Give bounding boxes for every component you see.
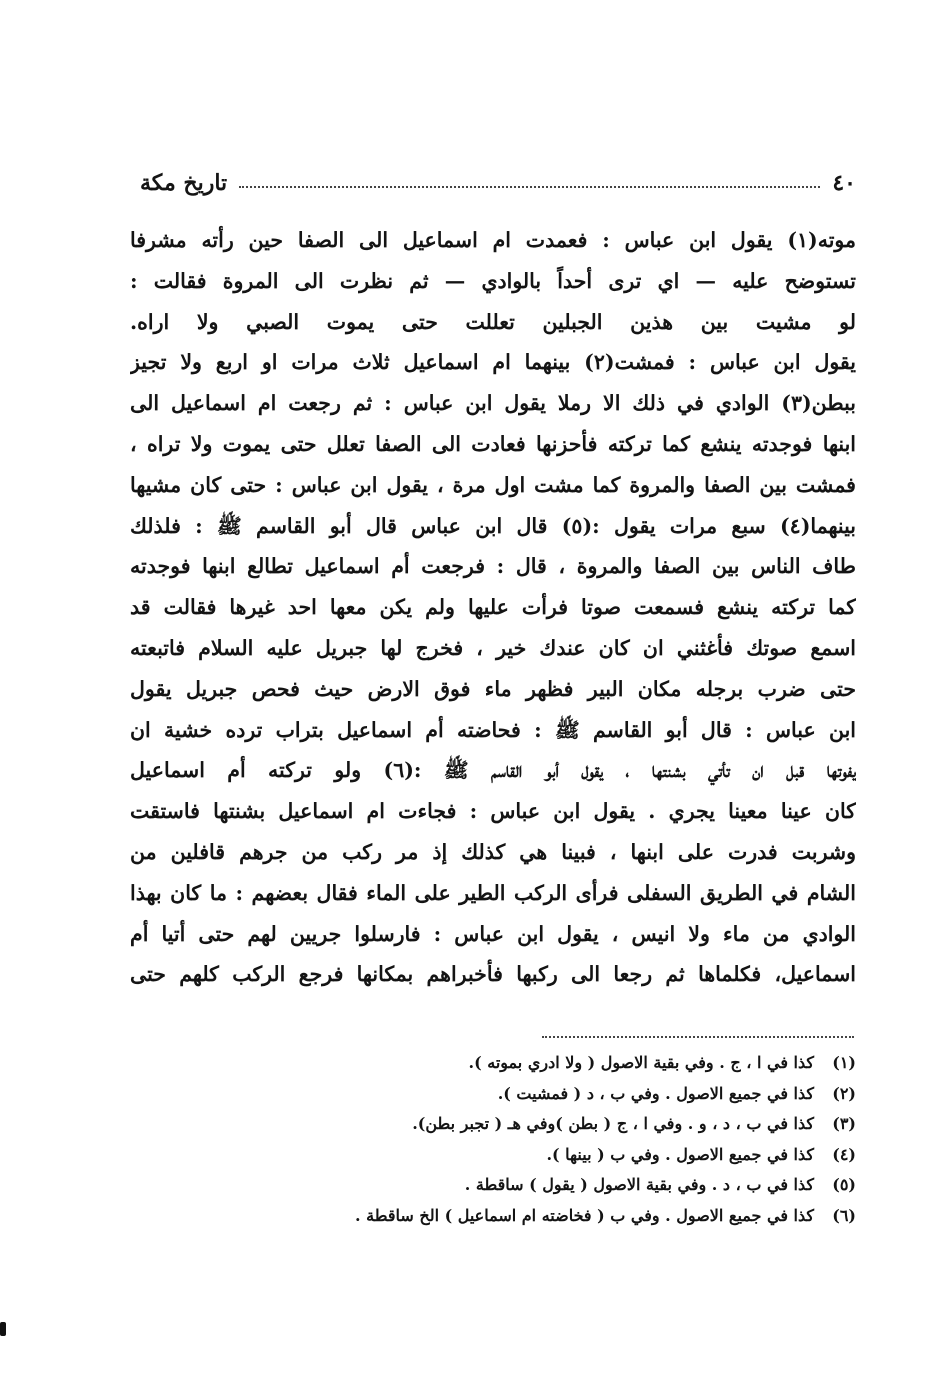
text-line: اسمع صوتك فأغثني ان كان عندك خير ، فخرج لها جبريل عليه السلام فاتبعته: [130, 635, 856, 660]
text-line: تستوضح عليه — اي ترى أحداً بالوادي — ثم نظرت الى المروة فقالت :: [130, 268, 856, 293]
footnote-number: (٥): [832, 1175, 856, 1194]
text-line: يقول ابن عباس : فمشت(٢) بينهما ام اسماعيل ثلاث مرات او اربع ولا تجيز: [130, 350, 856, 375]
footnote-item: [216, 1170, 856, 1201]
text-line: كما تركته ينشع فسمعت صوتا فرأت عليها ولم يكن معها احد غيرها فقالت قد: [130, 595, 856, 620]
page-header: [140, 168, 856, 198]
text-line: اسماعيل، فكلماها ثم رجعا الى ركبها فأخبراهم بمكانها فرجع الركب كلهم حتى: [130, 962, 856, 987]
footnote-item: [216, 1109, 856, 1140]
running-title: تاريخ مكة: [140, 170, 228, 196]
footnote-separator: [542, 1036, 854, 1038]
main-text: [130, 220, 856, 995]
text-line: يفوتها قبل ان تأتي بشنتها ، يقول أبو القاسم ﷺ :(٦) ولو تركته أم اسماعيل: [130, 758, 856, 783]
footnote-item: [216, 1048, 856, 1079]
header-dotted-rule: [239, 186, 820, 188]
footnote-number: (٤): [832, 1144, 856, 1164]
text-line: ابن عباس : قال أبو القاسم ﷺ : فحاضته أم اسماعيل بتراب ترده خشية ان: [130, 717, 856, 742]
text-line: ابنها فوجدته ينشع كما تركته فأحزنها فعادت الى الصفا تعلل حتى يموت ولا تراه ،: [130, 431, 856, 456]
footnote-item: [216, 1201, 856, 1232]
footnote-item: [216, 1079, 856, 1110]
text-line: الشام في الطريق السفلى فرأى الركب الطير على الماء فقال بعضهم : ما كان بهذا: [130, 880, 856, 905]
text-line: كان عينا معينا يجري . يقول ابن عباس : فجاءت ام اسماعيل بشنتها فاستقت: [130, 799, 856, 824]
page-number: ٤٠: [832, 170, 856, 196]
scan-edge-mark: [0, 1322, 6, 1336]
footnote-text: كذا في جميع الاصول . وفي ب ، د ( فمشيت ).: [497, 1083, 814, 1103]
footnote-item: [216, 1140, 856, 1171]
footnote-number: (٢): [832, 1083, 856, 1103]
footnote-text: كذا في ب ، د ، و . وفي ا ، ج ( بطن )وفي هـ ( تجبر بطن).: [412, 1114, 814, 1133]
footnote-text: كذا في جميع الاصول . وفي ب ( بينها ).: [546, 1144, 814, 1164]
text-line: بينهما(٤) سبع مرات يقول :(٥) قال ابن عباس قال أبو القاسم ﷺ : فلذلك: [130, 513, 856, 538]
footnote-number: (١): [832, 1053, 856, 1072]
text-line: موته(١) يقول ابن عباس : فعمدت ام اسماعيل الى الصفا حين رأته مشرفا: [130, 228, 856, 252]
text-line: طاف الناس بين الصفا والمروة ، قال : فرجعت أم اسماعيل تطالع ابنها فوجدته: [130, 554, 856, 579]
text-line: حتى ضرب برجله مكان البير فظهر ماء فوق الارض حيث فحص جبريل يقول: [130, 676, 856, 701]
text-line: الوادي من ماء ولا انيس ، يقول ابن عباس : فارسلوا جريين لهم حتى أتيا أم: [130, 921, 856, 946]
text-line: لو مشيت بين هذين الجبلين تعللت حتى يموت الصبي ولا اراه.: [130, 309, 856, 334]
text-line: فمشت بين الصفا والمروة كما مشت اول مرة ، يقول ابن عباس : حتى كان مشيها: [130, 472, 856, 497]
footnote-number: (٦): [832, 1205, 856, 1225]
footnotes: [216, 1048, 856, 1231]
footnote-number: (٣): [832, 1114, 856, 1133]
footnote-text: كذا في ا ، ج . وفي بقية الاصول ( ولا ادري بموته ).: [468, 1053, 814, 1072]
footnote-text: كذا في ب ، د . وفي بقية الاصول ( يقول ) ساقطة .: [464, 1175, 814, 1194]
footnote-text: كذا في جميع الاصول . وفي ب ( فخاضته ام اسماعيل ) الخ ساقطة .: [355, 1205, 814, 1225]
text-line: وشربت فدرت على ابنها ، فبينا هي كذلك إذ مر ركب من جرهم قافلين من: [130, 839, 856, 864]
text-line: ببطن(٣) الوادي في ذلك الا رملا يقول ابن عباس : ثم رجعت ام اسماعيل الى: [130, 391, 856, 416]
